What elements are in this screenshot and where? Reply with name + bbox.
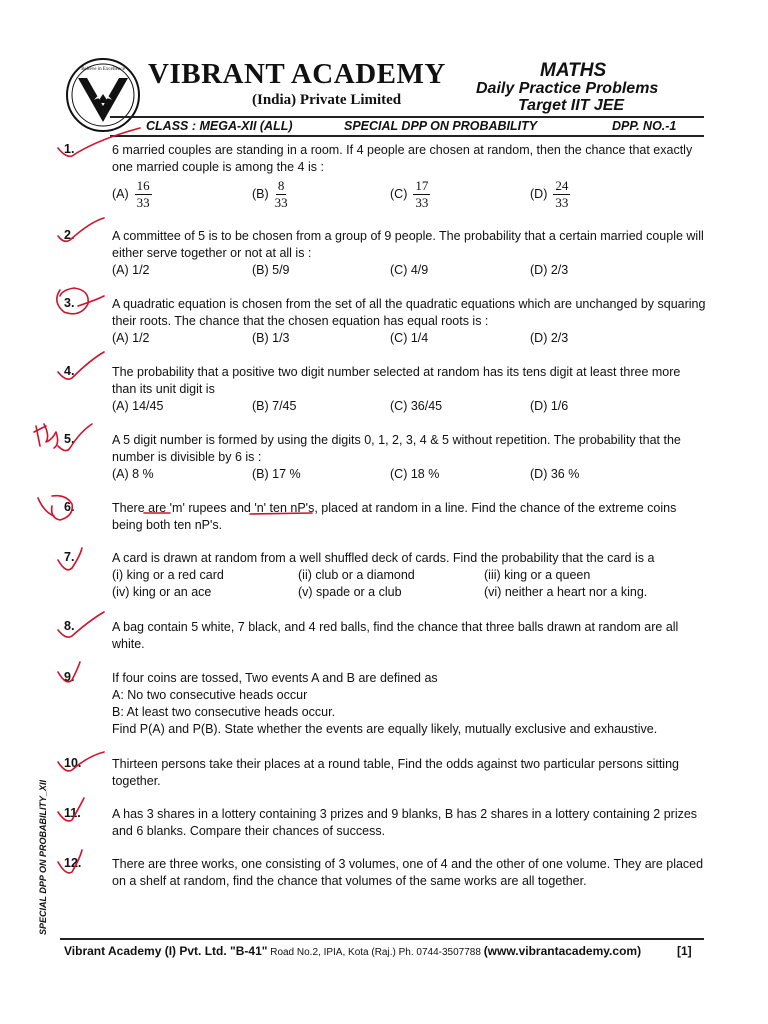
brand-subtitle: (India) Private Limited	[252, 92, 402, 108]
question-line: B: At least two consecutive heads occur.	[112, 705, 336, 719]
question-line: Find P(A) and P(B). State whether the events are equally likely, mutually exclusive and exhaustive.	[112, 722, 658, 736]
question-3	[112, 296, 706, 347]
denominator: 33	[274, 195, 288, 210]
question-text: Thirteen persons take their places at a round table, Find the odds against two particular persons sitting together.	[112, 757, 679, 788]
option-d[interactable]: (D) 36 %	[530, 467, 580, 481]
sub-part: (ii) club or a diamond	[298, 568, 415, 582]
footer-location: Road No.2, IPIA, Kota (Raj.) Ph. 0744-3507788	[267, 947, 484, 958]
question-5	[112, 432, 706, 483]
dpp-number: DPP. NO.-1	[612, 119, 677, 133]
options-row-2	[112, 584, 706, 601]
option-b[interactable]: (B) 17 %	[252, 467, 301, 481]
option-b[interactable]: (B) 7/45	[252, 399, 297, 413]
question-number: 11.	[64, 806, 81, 820]
sub-part: (iv) king or an ace	[112, 585, 212, 599]
fraction-options	[112, 179, 706, 217]
option-d[interactable]: (D) 1/6	[530, 399, 569, 413]
target-title: Target IIT JEE	[518, 97, 625, 114]
dpp-title: Daily Practice Problems	[476, 80, 659, 97]
question-text: There are three works, one consisting of 3 volumes, one of 4 and the other of one volume. They are placed on a shelf at random, find the chance that volumes of the same works are all together.	[112, 857, 704, 888]
option-label: (D)	[530, 187, 548, 201]
question-text: A quadratic equation is chosen from the set of all the quadratic equations which are unchanged by squaring their roots. The chance that the chosen equation has equal roots is :	[112, 297, 706, 328]
tick-mark	[78, 296, 104, 306]
sub-part: (v) spade or a club	[298, 585, 402, 599]
question-6	[112, 500, 706, 534]
option-label: (C)	[390, 187, 408, 201]
question-text: A has 3 shares in a lottery containing 3 prizes and 9 blanks, B has 2 shares in a lottery containing 2 prizes and 6 blanks. Compare their chances of success.	[112, 807, 698, 838]
footer-company-suffix: (I) Pvt. Ltd.	[161, 944, 231, 958]
svg-text:Believe in Excellence: Believe in Excellence	[81, 67, 125, 72]
brand-name: VIBRANT ACADEMY	[148, 58, 446, 90]
footer-rule	[60, 938, 704, 940]
vibrant-academy-logo	[64, 56, 142, 134]
options	[112, 398, 706, 415]
option-label: (A)	[112, 187, 129, 201]
option-a[interactable]: (A) 1/2	[112, 331, 150, 345]
denominator: 33	[555, 195, 569, 210]
subject-title: MATHS	[540, 60, 607, 81]
option-d[interactable]: (D) 2/3	[530, 331, 569, 345]
option-c[interactable]: (C) 36/45	[390, 399, 443, 413]
option-c[interactable]: (C) 18 %	[390, 467, 440, 481]
option-c[interactable]	[390, 179, 430, 210]
option-c[interactable]: (C) 1/4	[390, 331, 429, 345]
class-label: CLASS : MEGA-XII (ALL)	[146, 119, 293, 133]
numerator: 16	[136, 178, 150, 193]
question-4	[112, 364, 706, 415]
question-text: There are 'm' rupees and 'n' ten nP's, placed at random in a line. Find the chance of the extreme coins being both ten nP's.	[112, 501, 677, 532]
denominator: 33	[415, 195, 429, 210]
option-b[interactable]: (B) 5/9	[252, 263, 290, 277]
question-number: 5.	[64, 432, 75, 446]
page-number: [1]	[677, 944, 692, 958]
tick-mark	[38, 498, 54, 516]
question-line: A: No two consecutive heads occur	[112, 688, 308, 702]
question-number: 6.	[64, 500, 75, 514]
question-8	[112, 619, 706, 653]
question-number: 12.	[64, 856, 82, 870]
scribble-mark	[34, 424, 58, 448]
question-number: 2.	[64, 228, 75, 242]
question-number: 3.	[64, 296, 75, 310]
topic-label: SPECIAL DPP ON PROBABILITY	[344, 119, 538, 133]
question-text: A committee of 5 is to be chosen from a group of 9 people. The probability that a certain married couple will either serve together or not at all is :	[112, 229, 704, 260]
question-text: A bag contain 5 white, 7 black, and 4 red balls, find the chance that three balls drawn at random are all white.	[112, 620, 679, 651]
options	[112, 330, 706, 347]
options	[112, 262, 706, 279]
question-2	[112, 228, 706, 279]
options-row-1	[112, 567, 706, 584]
footer-company: Vibrant Academy	[64, 944, 162, 958]
question-text: 6 married couples are standing in a room. If 4 people are chosen at random, then the chance that exactly one married couple is among the 4 is :	[112, 143, 693, 174]
option-c[interactable]: (C) 4/9	[390, 263, 429, 277]
question-9	[112, 670, 706, 738]
numerator: 17	[415, 178, 429, 193]
sub-part: (i) king or a red card	[112, 568, 224, 582]
question-text: A card is drawn at random from a well shuffled deck of cards. Find the probability that the card is a	[112, 551, 655, 565]
footer-plot: "B-41"	[230, 944, 268, 958]
question-number: 10.	[64, 756, 82, 770]
footer-website[interactable]: (www.vibrantacademy.com)	[483, 944, 642, 958]
question-12	[112, 856, 706, 890]
numerator: 24	[555, 178, 569, 193]
option-b[interactable]: (B) 1/3	[252, 331, 290, 345]
option-d[interactable]: (D) 2/3	[530, 263, 569, 277]
question-7	[112, 550, 706, 601]
question-text: The probability that a positive two digit number selected at random has its tens digit at least three more than its unit digit is	[112, 365, 681, 396]
denominator: 33	[136, 195, 150, 210]
option-a[interactable]: (A) 8 %	[112, 467, 154, 481]
side-label: SPECIAL DPP ON PROBABILITY_XII	[38, 779, 48, 935]
option-a[interactable]: (A) 14/45	[112, 399, 164, 413]
question-number: 9.	[64, 670, 75, 684]
numerator: 8	[277, 178, 285, 193]
question-10	[112, 756, 706, 790]
header-rule-top	[110, 116, 704, 118]
question-line: If four coins are tossed, Two events A and B are defined as	[112, 671, 438, 685]
question-1	[112, 142, 706, 217]
question-11	[112, 806, 706, 840]
option-b[interactable]	[252, 179, 288, 210]
question-text: A 5 digit number is formed by using the digits 0, 1, 2, 3, 4 & 5 without repetition. The probability that the number is divisible by 6 is :	[112, 433, 681, 464]
question-number: 1.	[64, 142, 75, 156]
footer-address	[64, 944, 641, 958]
sub-part: (iii) king or a queen	[484, 568, 591, 582]
options	[112, 466, 706, 483]
sub-part: (vi) neither a heart nor a king.	[484, 585, 648, 599]
header-rule-bottom	[110, 135, 704, 137]
option-a[interactable]	[112, 179, 152, 210]
question-number: 8.	[64, 619, 75, 633]
question-number: 4.	[64, 364, 75, 378]
option-label: (B)	[252, 187, 269, 201]
question-number: 7.	[64, 550, 75, 564]
option-d[interactable]	[530, 179, 570, 210]
option-a[interactable]: (A) 1/2	[112, 263, 150, 277]
